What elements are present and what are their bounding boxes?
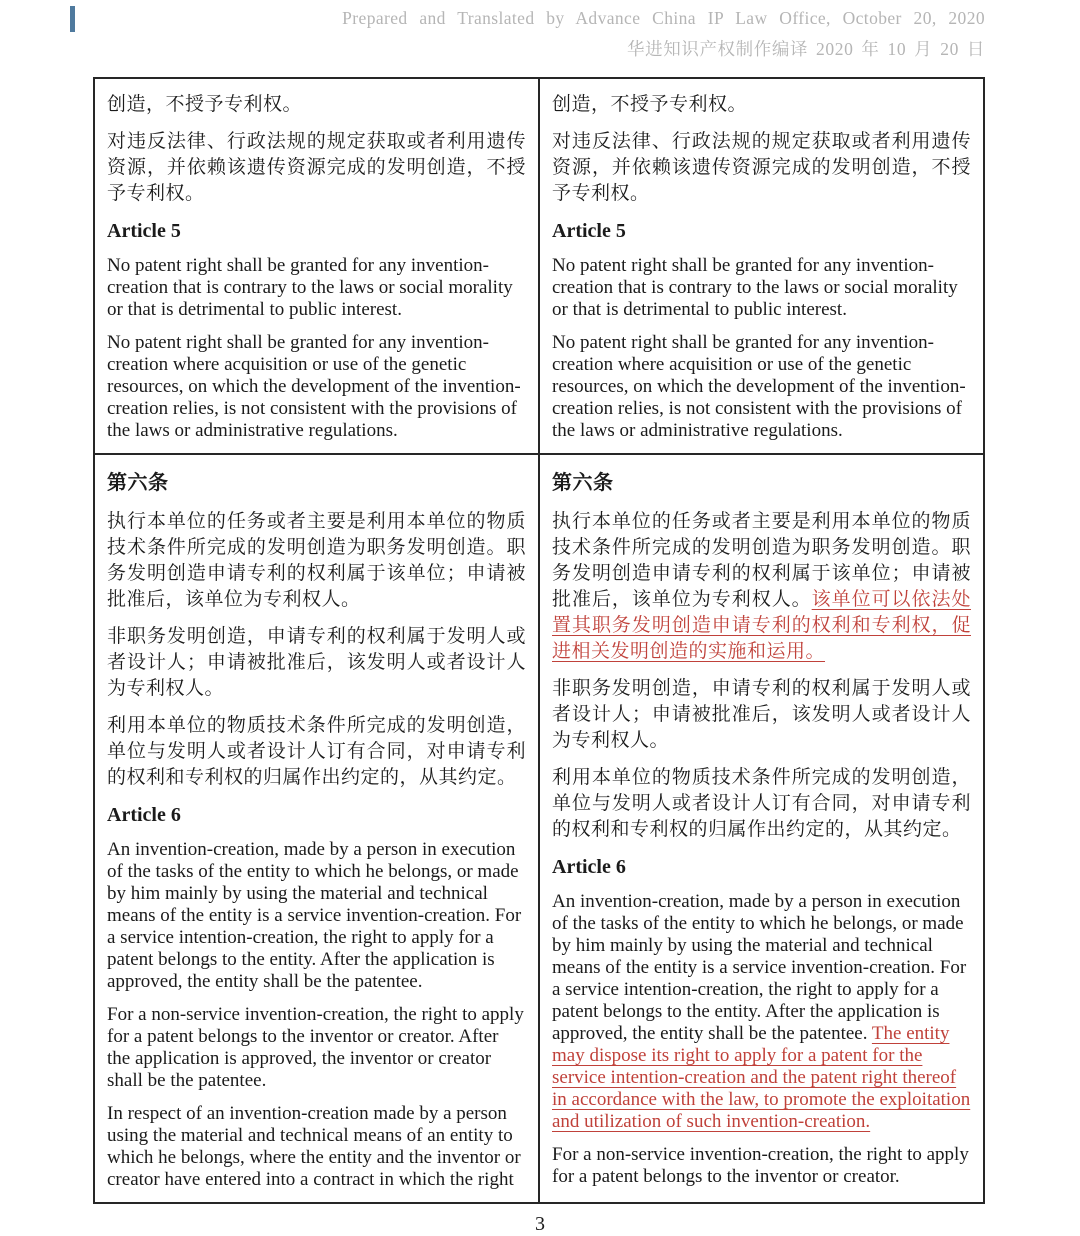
article-heading [107,804,526,826]
body-text: 执行本单位的任务或者主要是利用本单位的物质技术条件所完成的发明创造为职务发明创造。职务发明创造申请专利的权利属于该单位；申请被批准后，该单位为专利权人。 [552,511,971,610]
article-heading [552,470,971,496]
body-text: For a non-service invention-creation, the right to apply for a patent belongs to the inventor or creator. After the application is approved, the inventor or creator shall be the patentee. [107,1004,524,1091]
body-text: 对违反法律、行政法规的规定获取或者利用遗传资源，并依赖该遗传资源完成的发明创造，不授予专利权。 [552,131,971,204]
body-text: 第六条 [107,472,169,494]
article-heading [552,220,971,242]
cell-new-law-article5 [539,78,984,454]
body-text: An invention-creation, made by a person in execution of the tasks of the entity to which he belongs, or made by him mainly by using the material and technical means of the entity is a service invention-creation. For a service intention-creation, the right to apply for a patent belongs to the entity. After the application is approved, the entity shall be the patentee. [107,839,522,992]
law-paragraph [552,891,971,1133]
body-text: Article 5 [107,220,181,242]
law-paragraph [552,1144,971,1188]
law-paragraph [107,255,526,321]
law-paragraph [552,509,971,665]
law-paragraph [107,332,526,442]
cell-new-law-article6 [539,454,984,1203]
body-text: 非职务发明创造，申请专利的权利属于发明人或者设计人；申请被批准后，该发明人或者设计人为专利权人。 [552,678,971,751]
law-paragraph [552,332,971,442]
cell-old-law-article6 [94,454,539,1203]
body-text: 创造，不授予专利权。 [552,94,748,115]
revision-text: The entity may dispose its right to apply for a patent for the service intention-creation and the patent right thereof in accordance with the law, to promote the exploitation and utilization of such invention-creation. [552,1023,971,1132]
body-text: An invention-creation, made by a person in execution of the tasks of the entity to which he belongs, or made by him mainly by using the material and technical means of the entity is a service invention-creation. For a service intention-creation, the right to apply for a patent belongs to the entity. After the application is approved, the entity shall be the patentee. [552,891,967,1044]
law-paragraph [552,676,971,754]
law-paragraph [107,92,526,118]
table-row [94,454,984,1203]
body-text: 利用本单位的物质技术条件所完成的发明创造，单位与发明人或者设计人订有合同，对申请专利的权利和专利权的归属作出约定的，从其约定。 [552,767,971,840]
body-text: 创造，不授予专利权。 [107,94,303,115]
body-text: No patent right shall be granted for any invention-creation that is contrary to the laws or social morality or that is detrimental to public interest. [552,255,958,320]
body-text: In respect of an invention-creation made by a person using the material and technical means of an entity to which he belongs, where the entity and the inventor or creator have entered into a contract in which the right [107,1103,521,1190]
cell-old-law-article5 [94,78,539,454]
law-paragraph [107,1103,526,1191]
law-paragraph [552,129,971,207]
law-paragraph [107,1004,526,1092]
law-paragraph [552,255,971,321]
body-text: 利用本单位的物质技术条件所完成的发明创造，单位与发明人或者设计人订有合同，对申请专利的权利和专利权的归属作出约定的，从其约定。 [107,715,526,788]
law-paragraph [107,129,526,207]
law-paragraph [107,713,526,791]
article-heading [552,856,971,878]
law-comparison-table [93,77,985,1204]
body-text: 非职务发明创造，申请专利的权利属于发明人或者设计人；申请被批准后，该发明人或者设计人为专利权人。 [107,626,526,699]
law-paragraph [107,839,526,993]
revision-text: 该单位可以依法处置其职务发明创造申请专利的权利和专利权，促进相关发明创造的实施和运用。 [552,589,971,662]
table-row [94,78,984,454]
body-text: Article 5 [552,220,626,242]
law-paragraph [107,624,526,702]
article-heading [107,220,526,242]
header-line-english: Prepared and Translated by Advance China IP Law Office, October 20, 2020 [342,8,985,28]
header-line-chinese: 华进知识产权制作编译 2020 年 10 月 20 日 [627,39,985,59]
body-text: 第六条 [552,472,614,494]
body-text: Article 6 [552,856,626,878]
article-heading [107,470,526,496]
law-paragraph [552,765,971,843]
page-header [0,0,1080,61]
law-paragraph [552,92,971,118]
body-text: No patent right shall be granted for any invention-creation where acquisition or use of the genetic resources, on which the development of the invention-creation relies, is not consistent with the provisions of the laws or administrative regulations. [107,332,521,441]
page-number: 3 [535,1213,545,1235]
law-paragraph [107,509,526,613]
body-text: No patent right shall be granted for any invention-creation where acquisition or use of the genetic resources, on which the development of the invention-creation relies, is not consistent with the provisions of the laws or administrative regulations. [552,332,966,441]
body-text: 对违反法律、行政法规的规定获取或者利用遗传资源，并依赖该遗传资源完成的发明创造，不授予专利权。 [107,131,526,204]
body-text: Article 6 [107,804,181,826]
body-text: For a non-service invention-creation, the right to apply for a patent belongs to the inventor or creator. [552,1144,969,1187]
blue-accent-bar [70,6,75,32]
body-text: No patent right shall be granted for any invention-creation that is contrary to the laws or social morality or that is detrimental to public interest. [107,255,513,320]
body-text: 执行本单位的任务或者主要是利用本单位的物质技术条件所完成的发明创造为职务发明创造。职务发明创造申请专利的权利属于该单位；申请被批准后，该单位为专利权人。 [107,511,526,610]
